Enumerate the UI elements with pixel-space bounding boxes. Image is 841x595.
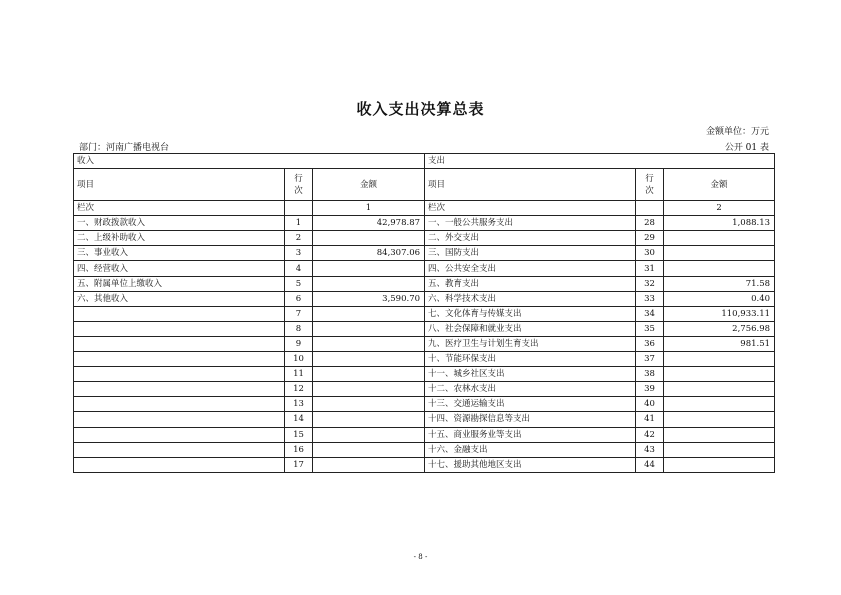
expense-column-number: 2 — [664, 201, 775, 216]
expense-item-name: 七、文化体育与传媒支出 — [425, 306, 636, 321]
table-row — [74, 216, 775, 231]
expense-line-header — [636, 169, 664, 201]
income-line-number: 12 — [285, 382, 313, 397]
line-header-top: 行 — [294, 173, 303, 184]
expense-amount — [664, 457, 775, 472]
income-line-number: 6 — [285, 291, 313, 306]
expense-line-number: 31 — [636, 261, 664, 276]
income-amount — [313, 231, 425, 246]
income-line-number: 11 — [285, 367, 313, 382]
income-item-name — [74, 427, 285, 442]
income-line-number: 17 — [285, 457, 313, 472]
income-column-number: 1 — [313, 201, 425, 216]
income-amount — [313, 336, 425, 351]
table-row — [74, 246, 775, 261]
income-item-name — [74, 397, 285, 412]
table-row — [74, 397, 775, 412]
income-item-name: 三、事业收入 — [74, 246, 285, 261]
table-row — [74, 382, 775, 397]
table-row — [74, 442, 775, 457]
income-line-number: 1 — [285, 216, 313, 231]
expense-amount — [664, 382, 775, 397]
expense-amount — [664, 397, 775, 412]
expense-amount — [664, 261, 775, 276]
expense-line-number: 44 — [636, 457, 664, 472]
expense-line-number: 42 — [636, 427, 664, 442]
table-row — [74, 457, 775, 472]
income-section-header: 收入 — [74, 154, 425, 169]
income-line-number: 2 — [285, 231, 313, 246]
expense-amount: 1,088.13 — [664, 216, 775, 231]
expense-column-label: 栏次 — [425, 201, 636, 216]
line-header-bottom: 次 — [645, 185, 654, 196]
expense-item-name: 十七、援助其他地区支出 — [425, 457, 636, 472]
income-line-number: 4 — [285, 261, 313, 276]
income-amount: 42,978.87 — [313, 216, 425, 231]
income-line-number: 15 — [285, 427, 313, 442]
expense-line-number: 37 — [636, 352, 664, 367]
income-amount — [313, 412, 425, 427]
table-row — [74, 276, 775, 291]
expense-item-name: 三、国防支出 — [425, 246, 636, 261]
expense-amount — [664, 231, 775, 246]
expense-item-name: 十六、金融支出 — [425, 442, 636, 457]
income-item-name — [74, 442, 285, 457]
expense-line-number: 28 — [636, 216, 664, 231]
expense-amount — [664, 246, 775, 261]
table-row — [74, 261, 775, 276]
expense-line-number: 41 — [636, 412, 664, 427]
income-amount — [313, 367, 425, 382]
income-line-number: 5 — [285, 276, 313, 291]
income-item-name — [74, 352, 285, 367]
line-header-top: 行 — [645, 173, 654, 184]
expense-line-number: 30 — [636, 246, 664, 261]
table-row — [74, 427, 775, 442]
department-label: 部门：河南广播电视台 — [79, 143, 170, 153]
income-amount — [313, 306, 425, 321]
expense-item-name: 十一、城乡社区支出 — [425, 367, 636, 382]
line-header-bottom: 次 — [294, 185, 303, 196]
expense-item-name: 十、节能环保支出 — [425, 352, 636, 367]
income-amount — [313, 382, 425, 397]
table-row — [74, 352, 775, 367]
income-amount — [313, 457, 425, 472]
table-row — [74, 367, 775, 382]
expense-line-number: 34 — [636, 306, 664, 321]
income-amount: 3,590.70 — [313, 291, 425, 306]
expense-amount-header: 金额 — [664, 169, 775, 201]
expense-line-number: 32 — [636, 276, 664, 291]
income-amount — [313, 276, 425, 291]
expense-line-number: 40 — [636, 397, 664, 412]
expense-amount — [664, 412, 775, 427]
form-number: 公开 01 表 — [724, 143, 769, 153]
amount-unit: 金额单位：万元 — [705, 127, 769, 137]
expense-item-name: 五、教育支出 — [425, 276, 636, 291]
expense-item-name: 四、公共安全支出 — [425, 261, 636, 276]
income-item-name — [74, 336, 285, 351]
column-label-row — [74, 201, 775, 216]
income-item-name — [74, 457, 285, 472]
expense-line-number: 39 — [636, 382, 664, 397]
income-item-header: 项目 — [74, 169, 285, 201]
table-row — [74, 231, 775, 246]
income-line-number: 3 — [285, 246, 313, 261]
income-expense-table — [73, 153, 775, 473]
expense-amount: 0.40 — [664, 291, 775, 306]
expense-line-number: 29 — [636, 231, 664, 246]
expense-item-name: 十二、农林水支出 — [425, 382, 636, 397]
expense-amount — [664, 367, 775, 382]
expense-item-name: 六、科学技术支出 — [425, 291, 636, 306]
income-item-name: 六、其他收入 — [74, 291, 285, 306]
expense-line-number: 43 — [636, 442, 664, 457]
table-row — [74, 306, 775, 321]
expense-item-header: 项目 — [425, 169, 636, 201]
expense-amount — [664, 427, 775, 442]
income-item-name: 一、财政拨款收入 — [74, 216, 285, 231]
income-amount — [313, 442, 425, 457]
expense-line-number: 38 — [636, 367, 664, 382]
table-row — [74, 291, 775, 306]
expense-item-name: 十五、商业服务业等支出 — [425, 427, 636, 442]
income-amount-header: 金额 — [313, 169, 425, 201]
expense-amount: 981.51 — [664, 336, 775, 351]
income-amount: 84,307.06 — [313, 246, 425, 261]
expense-item-name: 八、社会保障和就业支出 — [425, 321, 636, 336]
income-line-number: 14 — [285, 412, 313, 427]
expense-section-header: 支出 — [425, 154, 775, 169]
income-amount — [313, 321, 425, 336]
expense-line-number: 36 — [636, 336, 664, 351]
expense-item-name: 十三、交通运输支出 — [425, 397, 636, 412]
income-item-name — [74, 321, 285, 336]
table-row — [74, 336, 775, 351]
expense-item-name: 一、一般公共服务支出 — [425, 216, 636, 231]
section-header-row — [74, 154, 775, 169]
income-line-number: 10 — [285, 352, 313, 367]
expense-amount: 2,756.98 — [664, 321, 775, 336]
income-line-number: 16 — [285, 442, 313, 457]
income-item-name: 五、附属单位上缴收入 — [74, 276, 285, 291]
income-item-name: 二、上级补助收入 — [74, 231, 285, 246]
income-line-number: 13 — [285, 397, 313, 412]
income-column-label: 栏次 — [74, 201, 285, 216]
income-item-name — [74, 412, 285, 427]
income-line-number: 7 — [285, 306, 313, 321]
column-header-row — [74, 169, 775, 201]
expense-amount — [664, 442, 775, 457]
expense-item-name: 十四、资源勘探信息等支出 — [425, 412, 636, 427]
income-line-header — [285, 169, 313, 201]
table-row — [74, 412, 775, 427]
income-line-number: 8 — [285, 321, 313, 336]
income-item-name — [74, 382, 285, 397]
expense-line-number: 33 — [636, 291, 664, 306]
expense-item-name: 二、外交支出 — [425, 231, 636, 246]
page-number: - 8 - — [413, 553, 428, 561]
income-line-number: 9 — [285, 336, 313, 351]
income-item-name — [74, 306, 285, 321]
income-amount — [313, 397, 425, 412]
page-title: 收入支出决算总表 — [356, 100, 485, 118]
empty-cell — [285, 201, 313, 216]
expense-item-name: 九、医疗卫生与计划生育支出 — [425, 336, 636, 351]
income-item-name — [74, 367, 285, 382]
income-amount — [313, 427, 425, 442]
expense-amount: 110,933.11 — [664, 306, 775, 321]
income-item-name: 四、经营收入 — [74, 261, 285, 276]
expense-amount — [664, 352, 775, 367]
income-amount — [313, 352, 425, 367]
expense-amount: 71.58 — [664, 276, 775, 291]
empty-cell — [636, 201, 664, 216]
income-amount — [313, 261, 425, 276]
table-row — [74, 321, 775, 336]
expense-line-number: 35 — [636, 321, 664, 336]
